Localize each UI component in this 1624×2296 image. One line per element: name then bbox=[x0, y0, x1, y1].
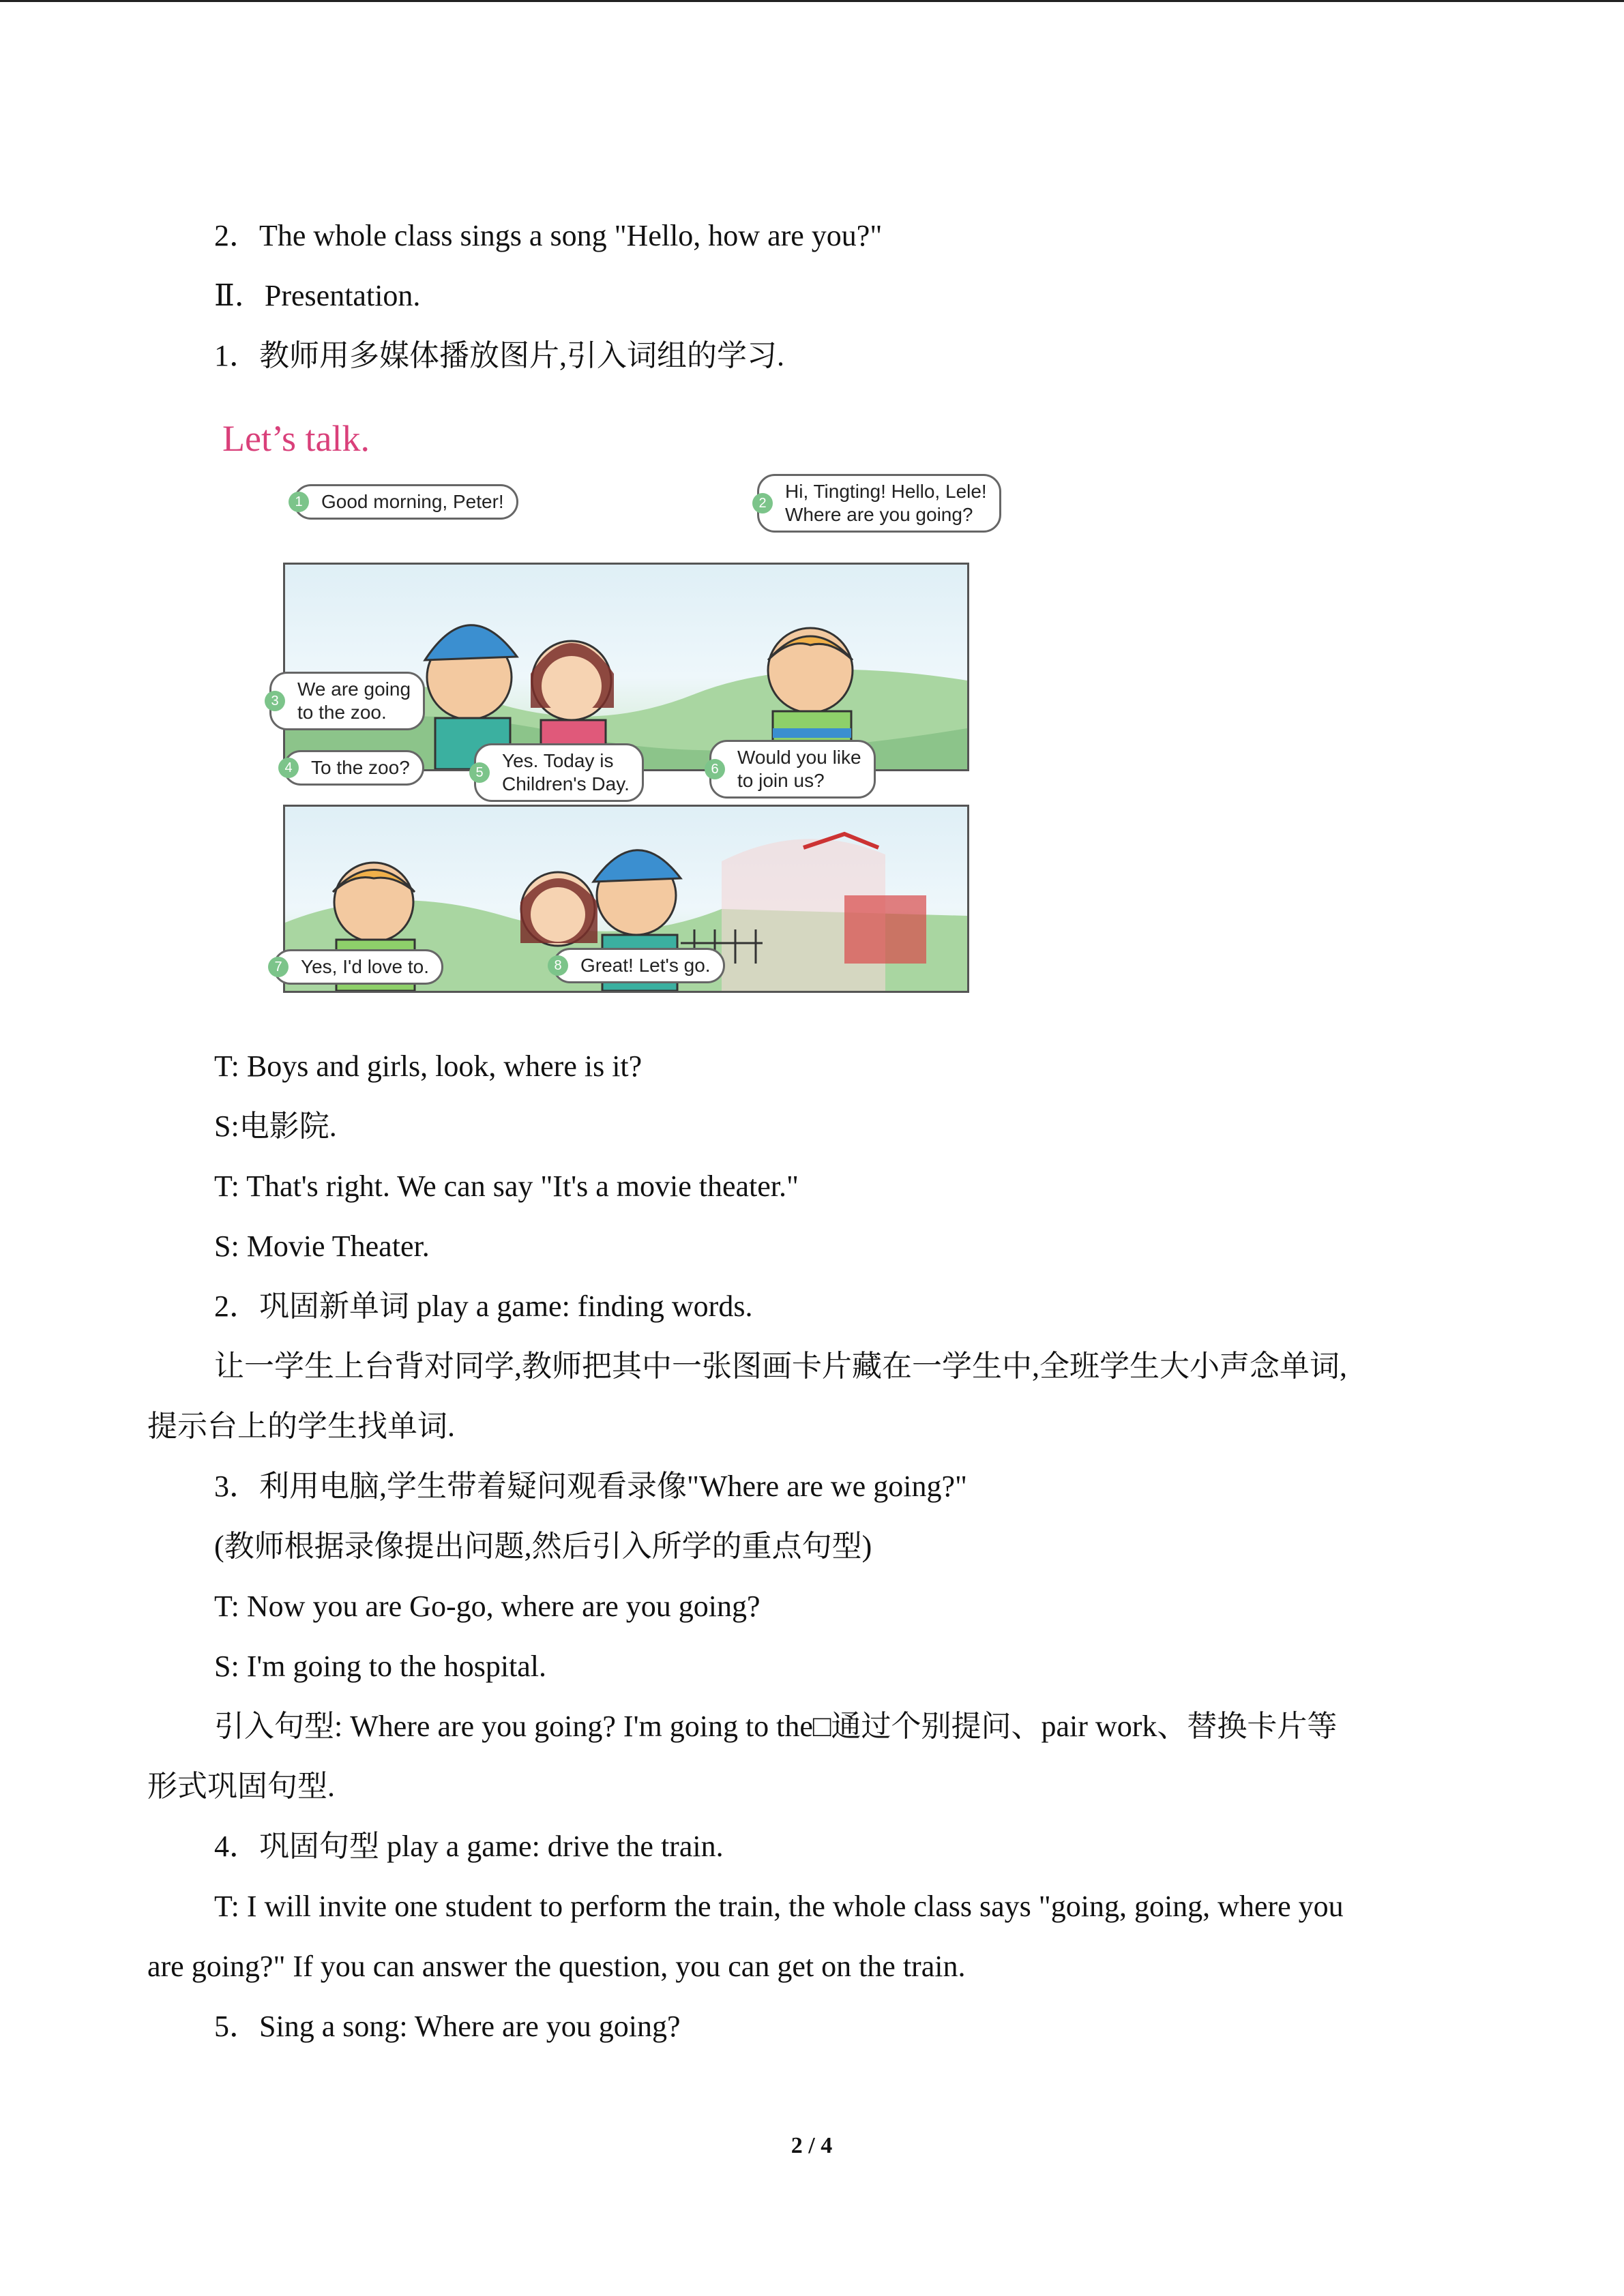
lets-talk-illustration bbox=[205, 382, 1064, 996]
comic-panel-top bbox=[283, 563, 969, 771]
speech-bubble-1: 1 Good morning, Peter! bbox=[293, 484, 518, 520]
top-border bbox=[0, 0, 1624, 2]
section-heading: Ⅱ．Presentation. bbox=[214, 279, 421, 312]
text-line: 4．巩固句型 play a game: drive the train. bbox=[214, 1830, 724, 1863]
speech-bubble-8: 8 Great! Let's go. bbox=[552, 948, 725, 983]
text-line: S: I'm going to the hospital. bbox=[214, 1650, 547, 1683]
illustration-title: Let’s talk. bbox=[222, 418, 370, 459]
text-line: 提示台上的学生找单词. bbox=[147, 1410, 455, 1443]
text-line: 形式巩固句型. bbox=[147, 1770, 335, 1803]
speech-bubble-4: 4 To the zoo? bbox=[283, 750, 424, 786]
text-line: T: Now you are Go-go, where are you going? bbox=[214, 1590, 761, 1623]
text-line: 3．利用电脑,学生带着疑问观看录像"Where are we going?" bbox=[214, 1470, 967, 1503]
speech-bubble-2: 2 Hi, Tingting! Hello, Lele! Where are you going? bbox=[757, 474, 1001, 533]
speech-bubble-5: 5 Yes. Today is Children's Day. bbox=[474, 743, 644, 802]
text-line: 1．教师用多媒体播放图片,引入词组的学习. bbox=[214, 339, 784, 372]
text-line: S: Movie Theater. bbox=[214, 1229, 430, 1263]
text-line: 2．巩固新单词 play a game: finding words. bbox=[214, 1289, 753, 1323]
text-line: 让一学生上台背对同学,教师把其中一张图画卡片藏在一学生中,全班学生大小声念单词, bbox=[214, 1350, 1347, 1383]
speech-bubble-3: 3 We are going to the zoo. bbox=[269, 672, 425, 730]
text-line: T: I will invite one student to perform the train, the whole class says "going, going, where you bbox=[214, 1890, 1344, 1923]
text-line: T: Boys and girls, look, where is it? bbox=[214, 1049, 643, 1083]
text-line: 2．The whole class sings a song "Hello, how are you?" bbox=[214, 219, 883, 252]
text-line: (教师根据录像提出问题,然后引入所学的重点句型) bbox=[214, 1530, 872, 1563]
text-line: are going?" If you can answer the question, you can get on the train. bbox=[147, 1950, 966, 1983]
page-number: 2 / 4 bbox=[791, 2133, 833, 2158]
text-line: 引入句型: Where are you going? I'm going to the□通过个别提问、pair work、替换卡片等 bbox=[214, 1710, 1338, 1743]
text-line: T: That's right. We can say "It's a movie theater." bbox=[214, 1169, 799, 1203]
scene-top bbox=[285, 565, 967, 769]
text-line: S:电影院. bbox=[214, 1109, 337, 1143]
speech-bubble-7: 7 Yes, I'd love to. bbox=[273, 949, 443, 985]
text-line: 5．Sing a song: Where are you going? bbox=[214, 2010, 681, 2043]
speech-bubble-6: 6 Would you like to join us? bbox=[709, 740, 876, 799]
